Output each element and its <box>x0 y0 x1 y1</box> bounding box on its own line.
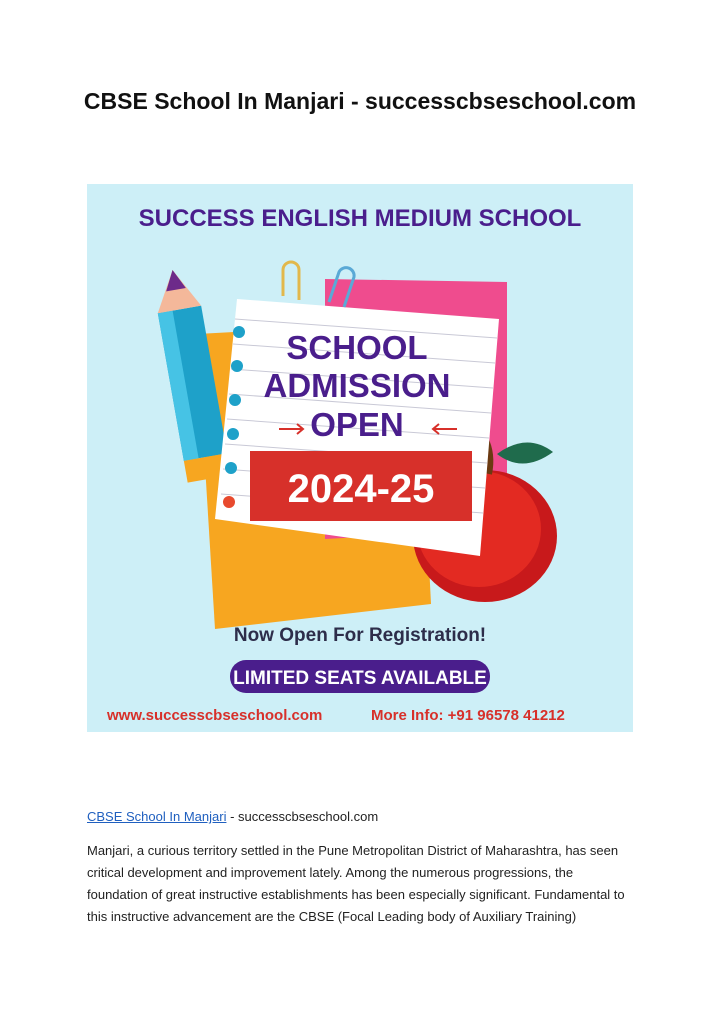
source-line <box>87 809 378 824</box>
poster-artwork <box>87 184 633 732</box>
headline-line-1: SCHOOL <box>286 329 428 366</box>
poster-school-name: SUCCESS ENGLISH MEDIUM SCHOOL <box>138 205 582 232</box>
website-text: www.successcbseschool.com <box>107 707 323 724</box>
headline-line-3: OPEN <box>310 406 404 443</box>
source-suffix: - successcbseschool.com <box>226 809 379 824</box>
school-link[interactable]: CBSE School In Manjari <box>87 809 227 824</box>
seats-text: LIMITED SEATS AVAILABLE <box>233 668 487 689</box>
registration-text: Now Open For Registration! <box>233 625 487 646</box>
headline-line-2: ADMISSION <box>263 367 451 404</box>
year-text: 2024-25 <box>287 467 435 511</box>
admission-poster <box>87 184 633 732</box>
info-text: More Info: +91 96578 41212 <box>371 707 565 724</box>
body-paragraph: Manjari, a curious territory settled in the Pune Metropolitan District of Maharashtra, has seen critical development and improvement lately. Among the numerous progressions, the foundation of great instructive establishments has been especially significant. Fundamental to this instructive advancement are the CBSE (Focal Leading body of Auxiliary Training) <box>87 843 625 924</box>
page-title: CBSE School In Manjari - successcbseschool.com <box>83 88 637 114</box>
